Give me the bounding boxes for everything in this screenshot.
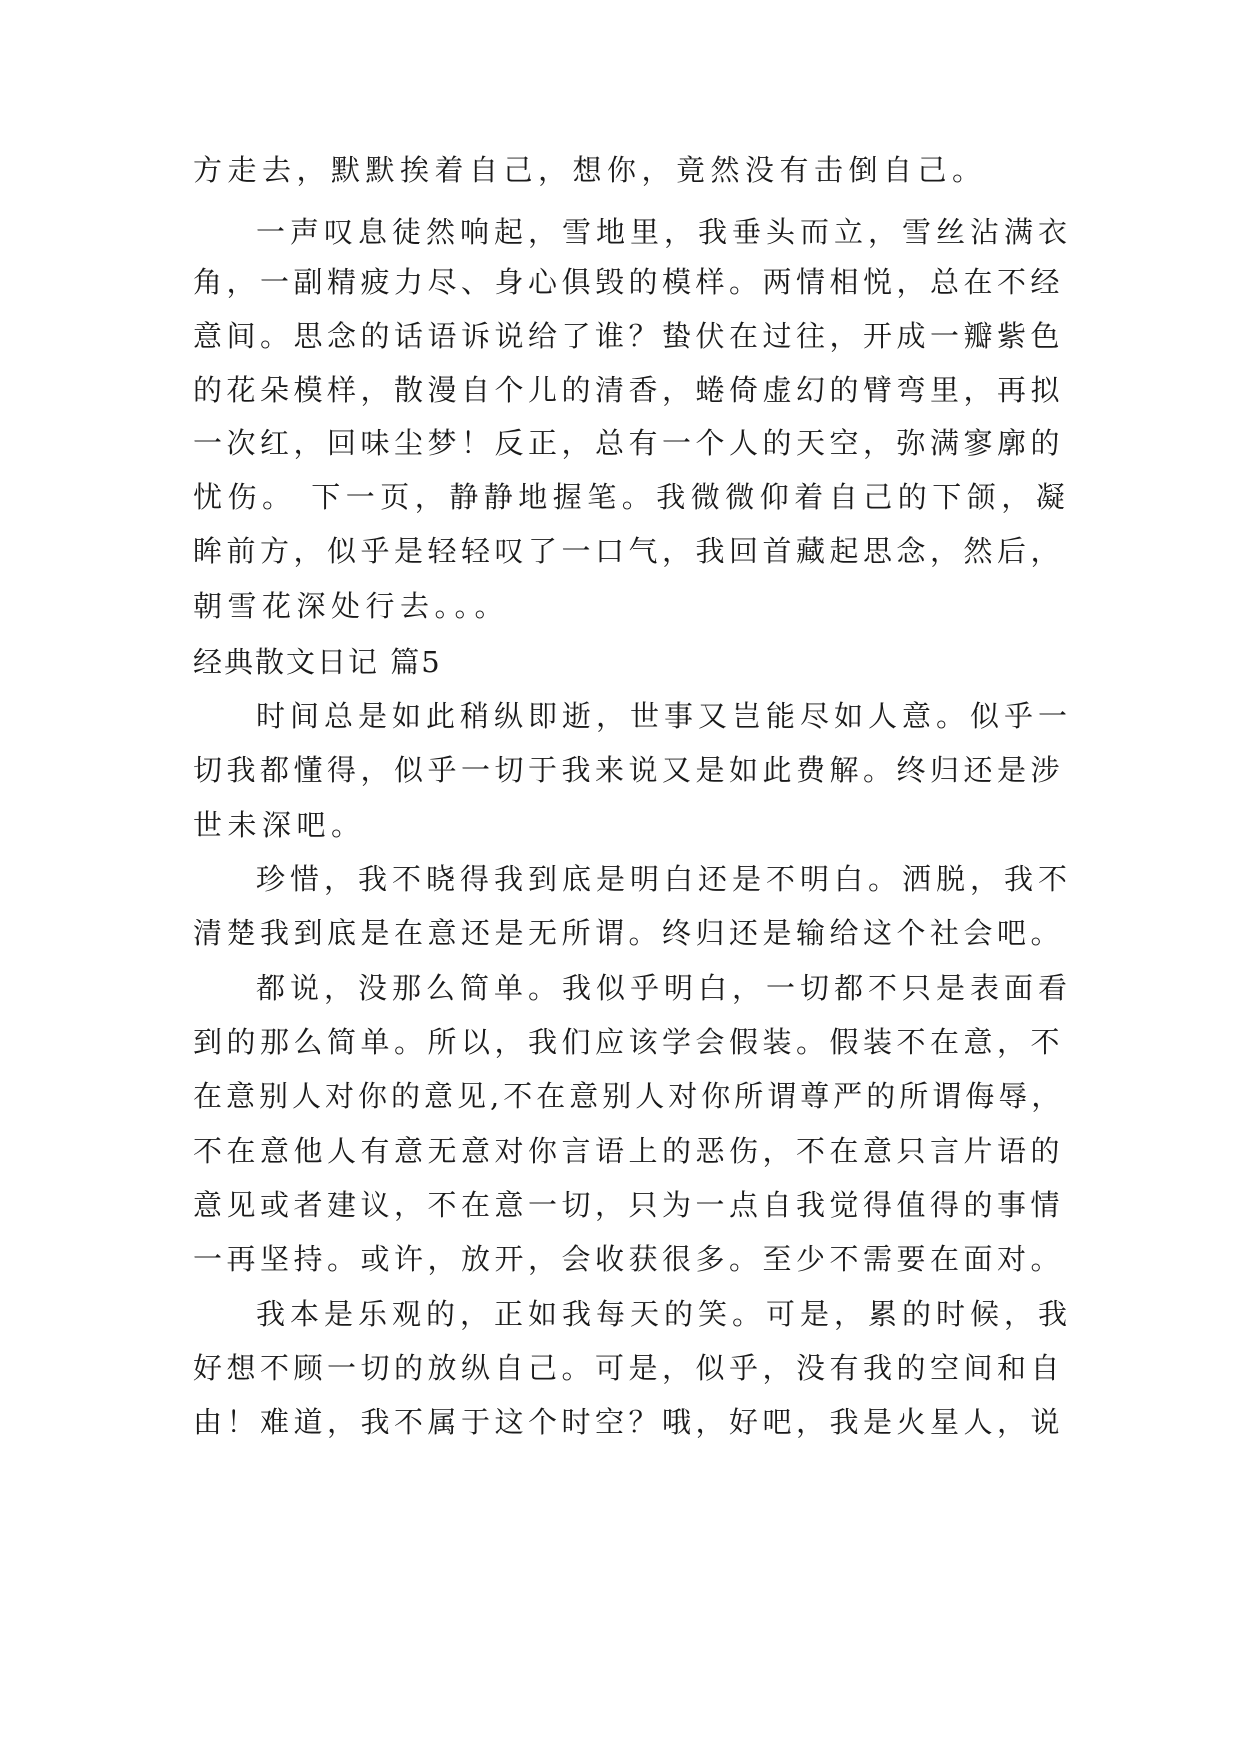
text-line: 由！难道，我不属于这个时空？哦，好吧，我是火星人，说 [193,1405,1065,1439]
text-line: 切我都懂得，似乎一切于我来说又是如此费解。终归还是涉 [193,753,1065,787]
text-line: 不在意他人有意无意对你言语上的恶伤，不在意只言片语的 [193,1134,1065,1168]
paragraph-start: 都说，没那么简单。我似乎明白，一切都不只是表面看 [256,971,1073,1005]
text-line: 意见或者建议，不在意一切，只为一点自我觉得值得的事情 [193,1188,1065,1222]
paragraph-start: 一声叹息徒然响起，雪地里，我垂头而立，雪丝沾满衣 [256,215,1073,249]
text-line: 角，一副精疲力尽、身心俱毁的模样。两情相悦，总在不经 [193,265,1065,299]
paragraph-start: 时间总是如此稍纵即逝，世事又岂能尽如人意。似乎一 [256,699,1073,733]
text-line: 一次红，回味尘梦！反正，总有一个人的天空，弥满寥廓的 [193,426,1065,460]
text-line: 忧伤。 下一页，静静地握笔。我微微仰着自己的下颌，凝 [193,480,1071,514]
paragraph-start: 珍惜，我不晓得我到底是明白还是不明白。洒脱，我不 [256,862,1073,896]
text-line: 的花朵模样，散漫自个儿的清香，蜷倚虚幻的臂弯里，再拟 [193,373,1065,407]
text-line: 在意别人对你的意见,不在意别人对你所谓尊严的所谓侮辱， [193,1079,1065,1113]
text-line: 好想不顾一切的放纵自己。可是，似乎，没有我的空间和自 [193,1351,1065,1385]
text-line: 世未深吧。 [193,808,366,842]
text-line: 到的那么简单。所以，我们应该学会假装。假装不在意，不 [193,1025,1065,1059]
text-line: 眸前方，似乎是轻轻叹了一口气，我回首藏起思念，然后， [193,534,1065,568]
text-line: 意间。思念的话语诉说给了谁？蛰伏在过往，开成一瓣紫色 [193,319,1065,353]
text-line: 朝雪花深处行去。。。 [193,589,510,623]
section-heading: 经典散文日记 篇5 [193,645,442,679]
text-line: 一再坚持。或许，放开，会收获很多。至少不需要在面对。 [193,1242,1065,1276]
text-line: 方走去，默默挨着自己，想你，竟然没有击倒自己。 [193,153,987,187]
paragraph-start: 我本是乐观的，正如我每天的笑。可是，累的时候，我 [256,1297,1073,1331]
text-line: 清楚我到底是在意还是无所谓。终归还是输给这个社会吧。 [193,916,1065,950]
